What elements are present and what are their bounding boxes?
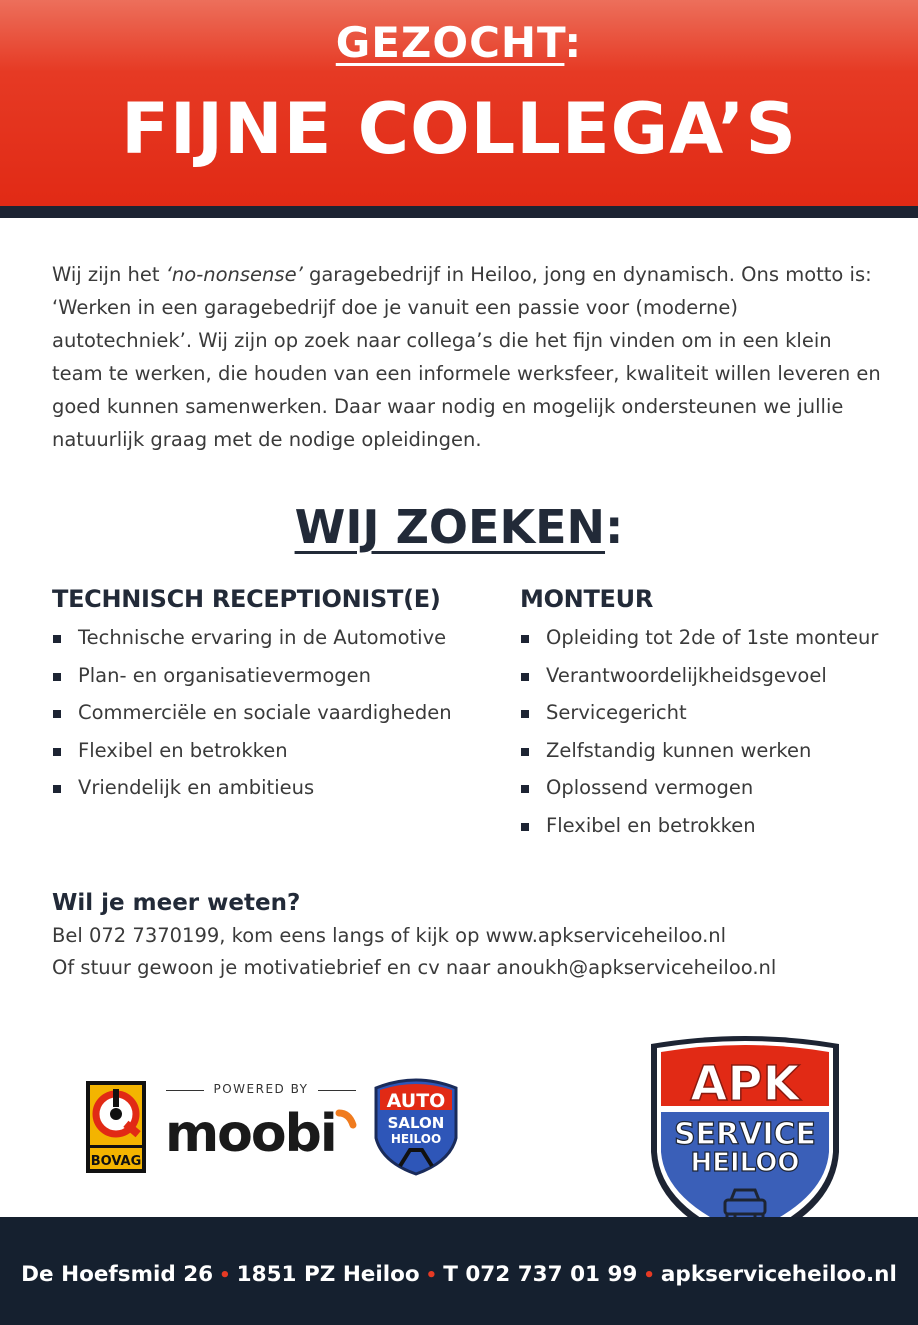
intro-part2: garagebedrijf in Heiloo, jong en dynamisch. Ons motto is: ‘Werken in een garagebedrijf doe je vanuit een passie voor (moderne) autotechniek’. Wij zijn op zoek naar collega’s die het fijn vinden om in een klein team te werken, die houden van een informele werksfeer, kwaliteit willen leveren en goed kunnen samenwerken. Daar waar nodig en mogelijk ondersteunen we jullie natuurlijk graag met de nodige opleidingen.	[52, 263, 881, 451]
bovag-logo	[86, 1081, 146, 1173]
list-item	[520, 619, 900, 657]
section-title	[0, 500, 918, 554]
list-item	[52, 657, 492, 695]
list-item	[520, 769, 900, 807]
job-title: MONTEUR	[520, 585, 654, 613]
list-item-text: Servicegericht	[546, 701, 687, 724]
apk-bottom-label: HEILOO	[690, 1148, 800, 1178]
footer-address-line	[0, 1262, 918, 1287]
bullet-square-icon	[521, 748, 529, 756]
list-item	[52, 694, 492, 732]
footer-separator: •	[219, 1265, 231, 1286]
job-column-receptionist	[52, 585, 492, 807]
job-title: TECHNISCH RECEPTIONIST(E)	[52, 585, 441, 613]
bullet-square-icon	[53, 673, 61, 681]
header-stripe	[0, 206, 918, 218]
salon-top-label: AUTO	[386, 1090, 446, 1112]
list-item-text: Vriendelijk en ambitieus	[78, 776, 315, 799]
headline: FIJNE COLLEGA’S	[121, 88, 797, 170]
apk-top-label: APK	[690, 1056, 800, 1112]
apk-mid-label: SERVICE	[673, 1117, 817, 1152]
job-column-monteur	[520, 585, 900, 844]
moobi-wordmark: moobi	[165, 1104, 336, 1163]
intro-emphasis: ‘no-nonsense’	[165, 263, 303, 286]
list-item-text: Verantwoordelijkheidsgevoel	[546, 663, 827, 687]
kicker	[0, 18, 918, 67]
footer-website: apkserviceheiloo.nl	[660, 1262, 897, 1287]
list-item-text: Zelfstandig kunnen werken	[546, 738, 812, 762]
bullet-square-icon	[521, 635, 529, 643]
auto-salon-logo	[370, 1076, 462, 1176]
requirement-list	[52, 619, 492, 807]
moobi-logo	[163, 1103, 358, 1163]
bullet-square-icon	[53, 635, 61, 643]
bullet-square-icon	[521, 710, 529, 718]
list-item-text: Commerciële en sociale vaardigheden	[78, 701, 452, 724]
section-title-text: WIJ ZOEKEN	[294, 500, 606, 554]
bullet-square-icon	[53, 748, 61, 756]
list-item	[520, 807, 900, 845]
list-item	[520, 732, 900, 770]
list-item-text: Technische ervaring in de Automotive	[78, 626, 447, 649]
footer-separator: •	[425, 1265, 438, 1286]
footer-postal: 1851 PZ Heiloo	[236, 1262, 420, 1287]
powered-by-label: POWERED BY	[166, 1082, 356, 1096]
list-item-text: Flexibel en betrokken	[546, 813, 756, 837]
bullet-square-icon	[53, 785, 61, 793]
kicker-colon: :	[564, 18, 583, 67]
contact-line-email: Of stuur gewoon je motivatiebrief en cv naar anoukh@apkserviceheiloo.nl	[52, 956, 777, 979]
list-item	[520, 694, 900, 732]
intro-part1: Wij zijn het	[52, 263, 166, 286]
list-item-text: Plan- en organisatievermogen	[78, 663, 372, 687]
bovag-label: BOVAG	[90, 1154, 142, 1169]
contact-heading: Wil je meer weten?	[52, 890, 301, 916]
contact-line-phone-web: Bel 072 7370199, kom eens langs of kijk op www.apkserviceheiloo.nl	[52, 924, 727, 947]
bullet-square-icon	[53, 710, 61, 718]
bullet-square-icon	[521, 823, 529, 831]
list-item	[52, 619, 492, 657]
section-title-colon: :	[605, 500, 624, 554]
list-item-text: Flexibel en betrokken	[78, 738, 288, 762]
requirement-list	[520, 619, 900, 844]
salon-bottom-label: HEILOO	[390, 1132, 442, 1146]
list-item-text: Opleiding tot 2de of 1ste monteur	[546, 626, 879, 649]
bullet-square-icon	[521, 673, 529, 681]
list-item	[52, 732, 492, 770]
list-item	[52, 769, 492, 807]
list-item	[520, 657, 900, 695]
salon-mid-label: SALON	[387, 1114, 445, 1132]
contact-block	[52, 890, 892, 984]
kicker-word: GEZOCHT	[335, 18, 565, 67]
intro-paragraph	[52, 258, 882, 456]
list-item-text: Oplossend vermogen	[546, 776, 754, 799]
bullet-square-icon	[521, 785, 529, 793]
footer-phone: T 072 737 01 99	[443, 1262, 638, 1287]
footer-address: De Hoefsmid 26	[21, 1262, 214, 1287]
footer-separator: •	[643, 1265, 655, 1286]
